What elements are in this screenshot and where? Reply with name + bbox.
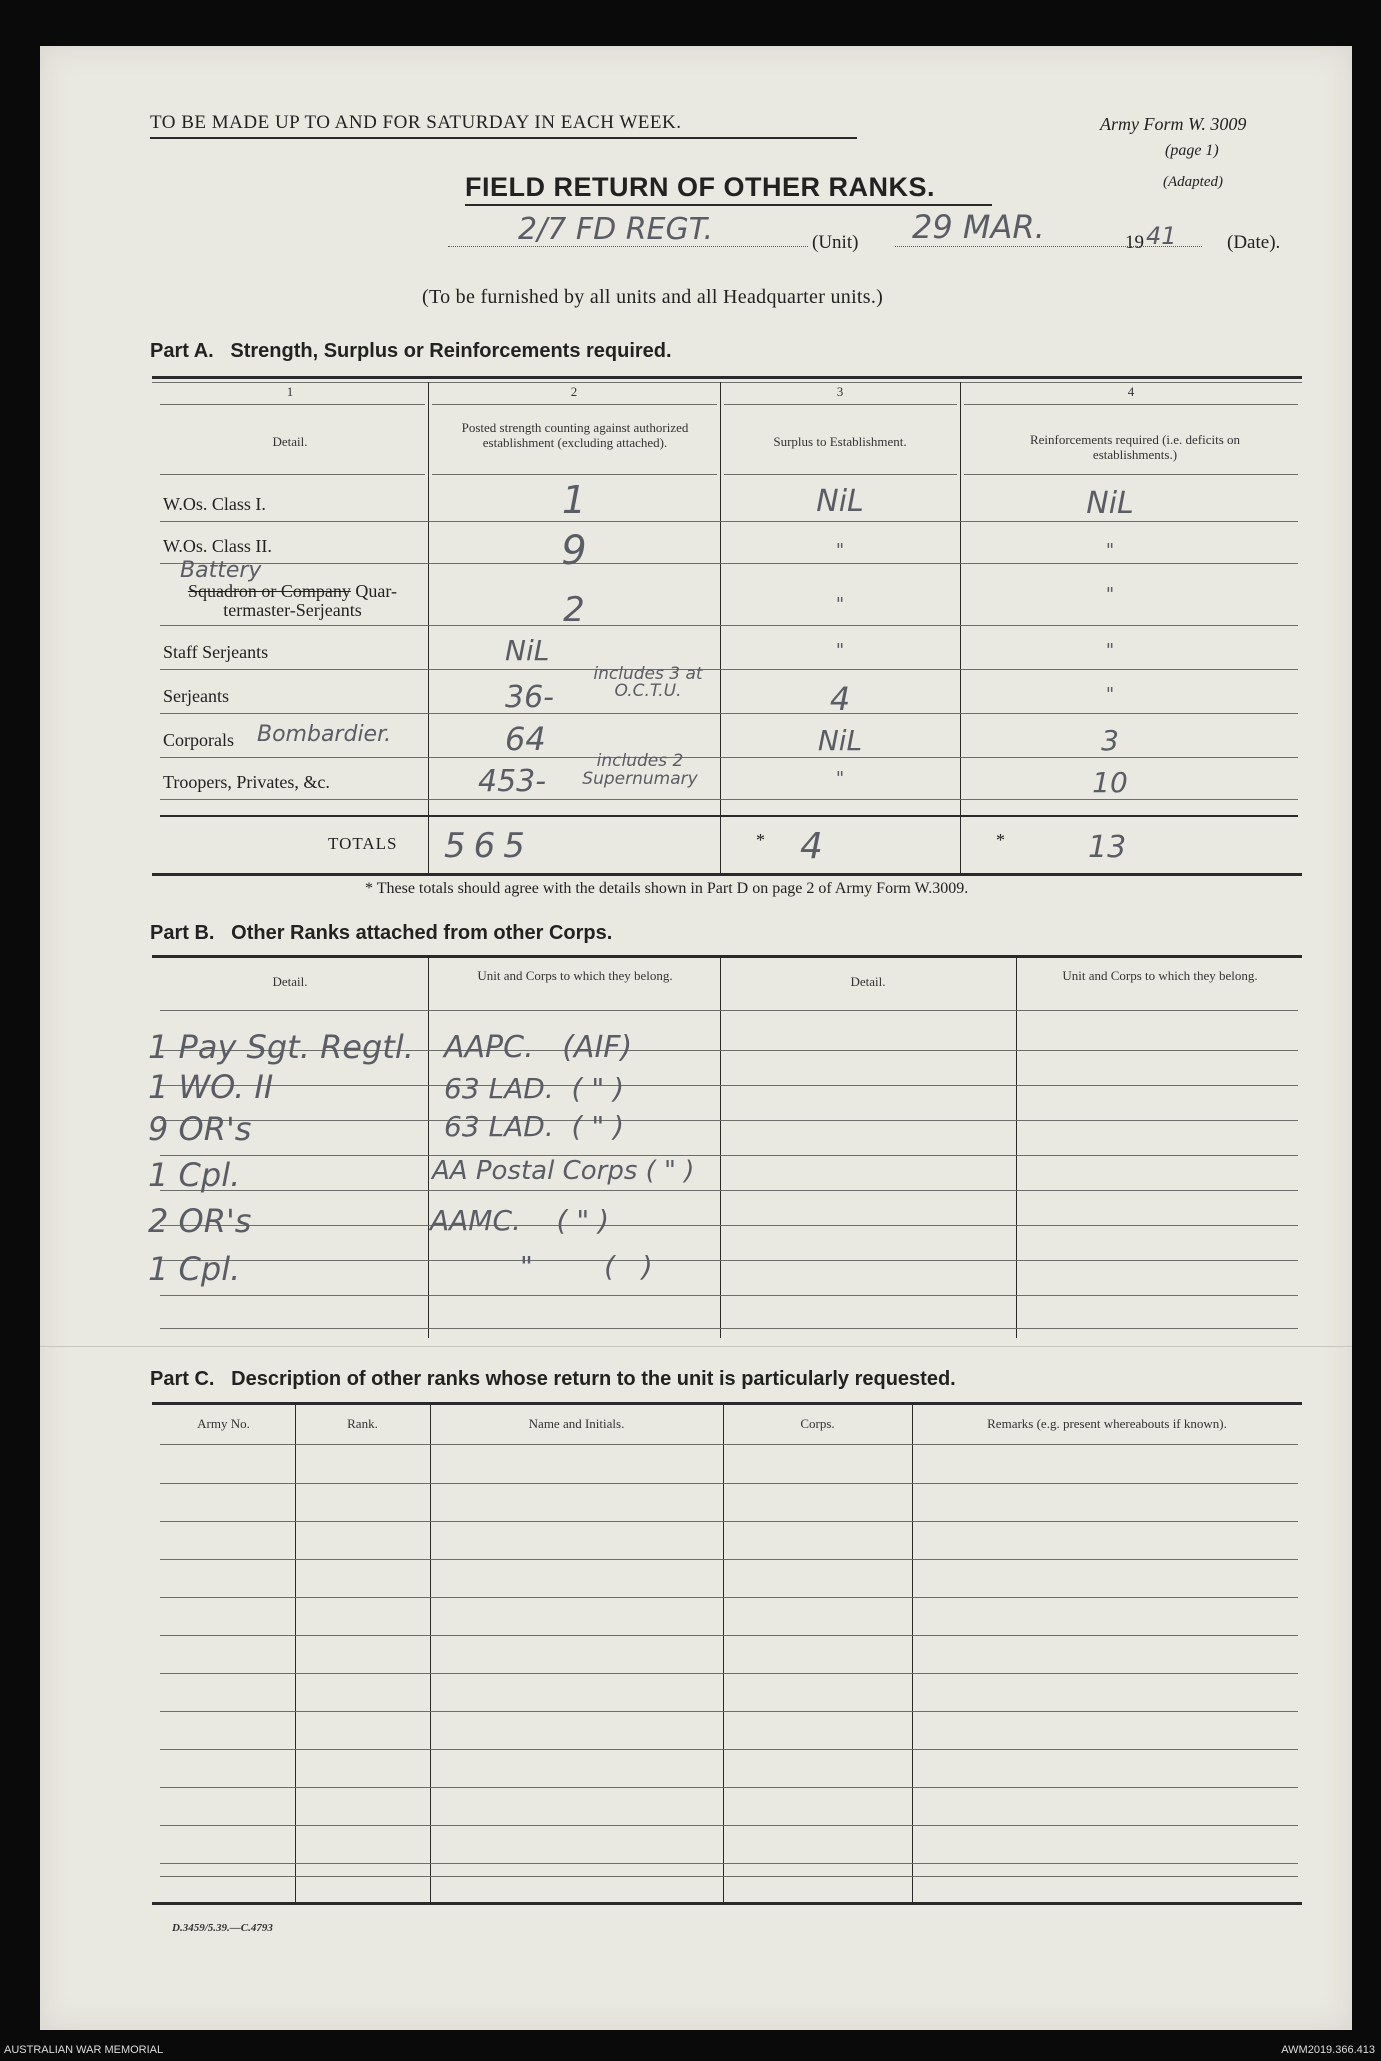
totals-posted: 565 (444, 826, 533, 866)
reinforcements-value: " (1105, 640, 1115, 661)
instruction-line: TO BE MADE UP TO AND FOR SATURDAY IN EACH WEEK. (150, 112, 682, 133)
part-a-row-annotation: Battery (180, 558, 262, 583)
unit-value: 2/7 FD REGT. (518, 212, 714, 247)
part-b-row-rule (160, 1328, 1298, 1329)
totals-footnote: * These totals should agree with the details shown in Part D on page 2 of Army Form W.3009. (365, 880, 969, 897)
part-a-row-detail: Corporals (163, 730, 234, 750)
part-c-header-rule (160, 1444, 1298, 1445)
date-dotted-line (895, 246, 1202, 247)
paper-fold-line (40, 1346, 1352, 1347)
part-b-unit: " ( ) (520, 1250, 653, 1283)
instruction-underline (150, 137, 857, 139)
surplus-value: NiL (816, 484, 864, 519)
part-a-header-rule-4 (964, 474, 1298, 475)
totals-label: TOTALS (328, 834, 398, 853)
part-c-col-divider (912, 1405, 913, 1902)
part-b-unit: AAPC. (AIF) (444, 1030, 633, 1065)
part-b-col-header-detail: Detail. (272, 974, 308, 989)
reinforcements-value: 3 (1101, 724, 1119, 757)
archive-caption-right: AWM2019.366.413 (1281, 2044, 1375, 2056)
part-c-row-rule (160, 1483, 1298, 1484)
part-c-col-header-rank: Rank. (347, 1416, 378, 1431)
surplus-value: 4 (829, 680, 851, 718)
part-c-row-rule (160, 1673, 1298, 1674)
part-c-row-rule (160, 1863, 1298, 1864)
part-b-col-divider-1 (428, 958, 429, 1338)
col-number-2: 2 (570, 384, 578, 399)
reinforcements-value: 10 (1092, 766, 1128, 799)
adapted-note: (Adapted) (1163, 174, 1223, 190)
row-rule (160, 757, 1298, 758)
col-header-surplus: Surplus to Establishment. (773, 434, 907, 449)
col-header-reinforcements: Reinforcements required (i.e. deficits on establishments.) (1029, 432, 1241, 462)
part-b-row-rule (160, 1260, 1298, 1261)
part-b-unit: 63 LAD. ( " ) (444, 1110, 625, 1143)
part-a-row-detail: Staff Serjeants (163, 642, 269, 662)
year-printed: 19 (1125, 232, 1144, 253)
part-b-col-divider-3 (1016, 958, 1017, 1338)
part-a-number-rule (160, 404, 425, 405)
unit-label: (Unit) (812, 232, 859, 253)
part-c-col-divider (723, 1405, 724, 1902)
row-rule (160, 799, 1298, 800)
surplus-value: NiL (817, 724, 863, 757)
part-b-detail: 9 OR's (148, 1110, 252, 1148)
totals-rule (160, 815, 1298, 817)
posted-strength-value: 2 (563, 590, 585, 630)
part-a-col-divider-2 (720, 382, 721, 874)
date-label: (Date). (1227, 232, 1281, 253)
part-a-number-rule-2 (432, 404, 717, 405)
part-c-col-header-remarks: Remarks (e.g. present whereabouts if known). (987, 1416, 1227, 1431)
part-b-col-divider-2 (720, 958, 721, 1338)
row-rule (160, 669, 1298, 670)
part-a-row-detail: Squadron or Company Quar- termaster-Serjeants (187, 581, 398, 620)
army-form-number: Army Form W. 3009 (1100, 114, 1247, 134)
row-rule (160, 521, 1298, 522)
part-b-col-header-detail-2: Detail. (850, 974, 886, 989)
part-a-col-divider-3 (960, 382, 961, 874)
unit-dotted-line (448, 246, 808, 247)
col-number-1: 1 (286, 384, 294, 399)
part-a-bottom-rule (152, 873, 1302, 876)
part-b-row-rule (160, 1190, 1298, 1191)
part-a-heading: Part A. Strength, Surplus or Reinforcements required. (150, 340, 672, 362)
part-c-row-rule (160, 1559, 1298, 1560)
part-c-row-rule (160, 1825, 1298, 1826)
part-b-detail: 2 OR's (148, 1202, 252, 1240)
struck-through-text: Squadron or Company (187, 581, 351, 601)
furnished-note: (To be furnished by all units and all Headquarter units.) (422, 286, 884, 308)
totals-surplus: 4 (800, 826, 823, 867)
part-c-col-header-name: Name and Initials. (528, 1416, 625, 1431)
part-b-heading: Part B. Other Ranks attached from other Corps. (150, 922, 613, 944)
posted-strength-value: 9 (561, 528, 587, 574)
row-rule (160, 625, 1298, 626)
part-b-row-rule (160, 1085, 1298, 1086)
part-a-header-rule (160, 474, 425, 475)
posted-strength-value: 1 (561, 478, 587, 522)
part-c-col-divider (430, 1405, 431, 1902)
part-a-row-annotation: Bombardier. (257, 722, 392, 747)
surplus-value: " (835, 640, 845, 661)
posted-strength-value: NiL (505, 634, 550, 667)
part-c-row-rule (160, 1597, 1298, 1598)
part-a-header-rule-2 (432, 474, 717, 475)
part-b-top-rule (152, 955, 1302, 958)
part-c-row-rule (160, 1787, 1298, 1788)
year-handwritten: 41 (1146, 222, 1177, 250)
posted-strength-value: 64 (505, 720, 546, 758)
part-b-unit: 63 LAD. ( " ) (444, 1072, 625, 1105)
part-b-row-rule (160, 1120, 1298, 1121)
part-b-col-header-unit: Unit and Corps to which they belong. (477, 968, 673, 983)
part-b-unit: AAMC. ( " ) (430, 1204, 610, 1237)
part-a-row-detail: Troopers, Privates, &c. (163, 772, 330, 792)
part-b-row-rule (160, 1225, 1298, 1226)
part-b-detail: 1 Cpl. (148, 1156, 241, 1194)
part-b-header-rule (160, 1010, 1298, 1011)
col-number-4: 4 (1127, 384, 1135, 399)
surplus-value: " (835, 768, 845, 789)
reinforcements-value: " (1105, 540, 1115, 561)
posted-strength-value: 453- (478, 764, 547, 799)
col-number-3: 3 (836, 384, 844, 399)
form-title: FIELD RETURN OF OTHER RANKS. (465, 172, 935, 202)
date-value: 29 MAR. (912, 208, 1045, 246)
archive-caption-left: AUSTRALIAN WAR MEMORIAL (4, 2044, 164, 2056)
part-b-detail: 1 WO. II (148, 1068, 274, 1106)
col-header-posted: Posted strength counting against authorized establishment (excluding attached). (461, 420, 689, 450)
part-a-row-detail: W.Os. Class I. (163, 494, 266, 514)
totals-asterisk: * (996, 830, 1005, 850)
part-c-row-rule (160, 1635, 1298, 1636)
part-a-row-detail: Serjeants (163, 686, 229, 706)
part-c-row-rule (160, 1876, 1298, 1877)
part-c-col-header-army-no: Army No. (197, 1416, 250, 1431)
reinforcements-value: NiL (1086, 486, 1134, 521)
row-rule (160, 563, 1298, 564)
totals-asterisk: * (756, 830, 765, 850)
posted-strength-note: includes 3 at O.C.T.U. (593, 664, 703, 701)
part-a-row-detail: W.Os. Class II. (163, 536, 272, 556)
col-header-detail: Detail. (272, 434, 308, 449)
print-code: D.3459/5.39.—C.4793 (172, 1922, 273, 1934)
part-a-number-rule-4 (964, 404, 1298, 405)
part-c-col-divider (295, 1405, 296, 1902)
part-b-row-rule (160, 1155, 1298, 1156)
part-a-top-rule (152, 376, 1302, 379)
surplus-value: " (835, 594, 845, 615)
part-b-detail: 1 Cpl. (148, 1250, 241, 1288)
part-b-row-rule (160, 1295, 1298, 1296)
reinforcements-value: " (1105, 584, 1115, 605)
part-c-top-rule (152, 1402, 1302, 1405)
part-c-heading: Part C. Description of other ranks whose return to the unit is particularly requested. (150, 1368, 956, 1390)
surplus-value: " (835, 540, 845, 561)
page-indicator: (page 1) (1165, 142, 1219, 159)
posted-strength-value: 36- (505, 680, 554, 715)
part-c-row-rule (160, 1749, 1298, 1750)
totals-reinforcements: 13 (1088, 830, 1127, 865)
part-a-header-rule-3 (724, 474, 957, 475)
part-b-unit: AA Postal Corps ( " ) (432, 1156, 695, 1186)
part-c-row-rule (160, 1711, 1298, 1712)
part-a-number-rule-3 (724, 404, 957, 405)
posted-strength-note: includes 2 Supernumary (582, 751, 698, 789)
part-c-bottom-rule (152, 1902, 1302, 1905)
part-b-col-header-unit-2: Unit and Corps to which they belong. (1062, 968, 1258, 983)
part-a-rule-2 (152, 382, 1302, 383)
part-c-col-header-corps: Corps. (800, 1416, 835, 1431)
reinforcements-value: " (1105, 684, 1115, 705)
part-b-detail: 1 Pay Sgt. Regtl. (148, 1028, 414, 1066)
title-underline (465, 204, 992, 206)
part-c-row-rule (160, 1521, 1298, 1522)
